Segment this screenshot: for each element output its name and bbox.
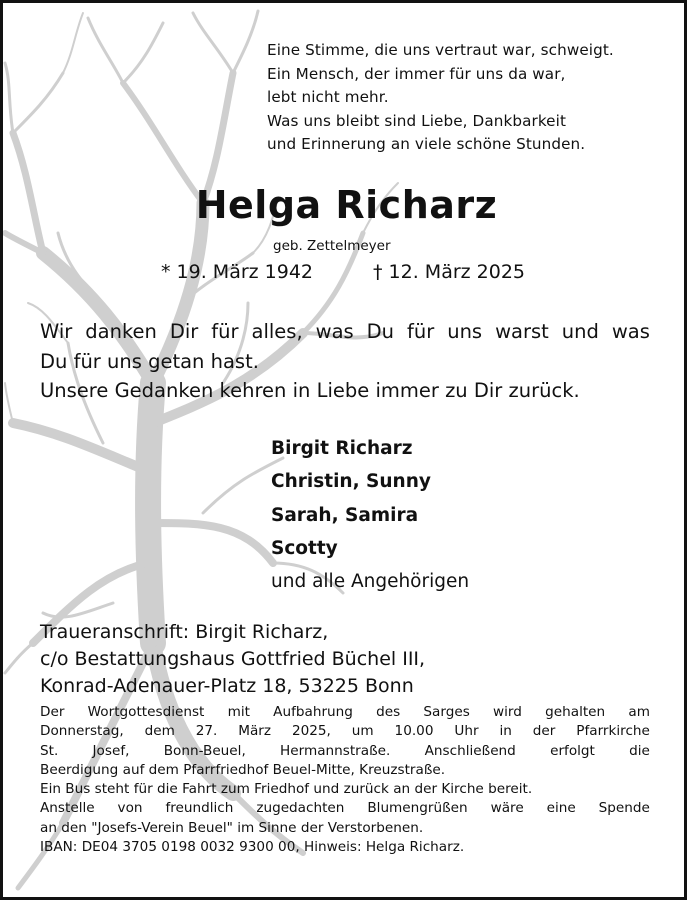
word: danken [85,320,157,343]
deceased-name: Helga Richarz [195,183,498,227]
signers [271,432,469,598]
poem-line: Eine Stimme, die uns vertraut war, schweigt. [267,41,614,59]
word: was [315,320,354,343]
thanks-text [40,317,650,406]
thanks-line-3: Unsere Gedanken kehren in Liebe immer zu Dir zurück. [40,379,580,402]
details-line-5: Ein Bus steht für die Fahrt zum Friedhof und zurück an der Kirche bereit. [40,781,533,798]
word: erfolgt [550,742,595,759]
word: was [611,320,650,343]
poem [267,39,614,157]
details-line-1 [40,703,650,722]
signer-name: Christin, Sunny [271,471,431,493]
word: eine [546,800,576,817]
thanks-line-2: Du für uns getan hast. [40,349,259,373]
word: warst [495,320,549,343]
word: Donnerstag, [40,723,124,740]
word: Wortgottesdienst [87,704,205,720]
poem-line: und Erinnerung an viele schöne Stunden. [267,135,586,154]
word: Uhr [454,723,479,740]
word: 2025, [291,723,331,740]
details-line-4: Beerdigung auf dem Pfarrfriedhof Beuel-Mitte, Kreuzstraße. [40,761,446,778]
word: St. [40,742,59,759]
details-line-6 [40,799,650,818]
word: alles, [251,320,303,343]
word: 27. [195,723,218,740]
word: und [561,320,599,343]
word: am [628,704,650,720]
poem-line: Ein Mensch, der immer für uns da war, [267,64,566,83]
word: Sarges [423,704,470,720]
signer-name: Sarah, Samira [271,504,419,526]
word: der [532,723,556,740]
word: Der [40,704,65,720]
word: 10.00 [394,723,434,740]
word: um [351,723,374,740]
signers-closing: und alle Angehörigen [271,571,470,593]
word: mit [227,704,250,720]
poem-line: Was uns bleibt sind Liebe, Dankbarkeit [267,111,567,130]
word: Aufbahrung [273,704,353,720]
word: Spende [598,800,650,817]
word: Wir [40,320,73,343]
word: des [376,704,401,720]
word: freundlich [165,800,234,817]
word: Pfarrkirche [576,723,650,740]
word: in [499,723,512,740]
details-line-2 [40,722,650,741]
word: uns [447,320,483,343]
word: von [117,800,143,817]
word: für [211,320,239,343]
details-line-7: an den "Josefs-Verein Beuel" im Sinne der Verstorbenen. [40,819,424,836]
address-line: c/o Bestattungshaus Gottfried Büchel III, [40,648,426,670]
birth-date: * 19. März 1942 [161,261,314,283]
word: Hermannstraße. [280,742,391,759]
word: Anstelle [40,800,95,817]
word: dem [144,723,175,740]
thanks-line-1 [40,317,650,347]
address-line: Traueranschrift: Birgit Richarz, [40,621,329,643]
service-details [40,703,650,857]
word: Dir [169,320,199,343]
mourning-address [40,619,425,700]
word: Anschließend [424,742,516,759]
address-line: Konrad-Adenauer-Platz 18, 53225 Bonn [40,675,414,697]
signer-name: Birgit Richarz [271,438,413,459]
word: gehalten [545,704,606,720]
death-date: † 12. März 2025 [373,261,526,283]
word: wäre [490,800,524,817]
word: Bonn-Beuel, [163,742,246,759]
word: Du [366,320,395,343]
maiden-name: geb. Zettelmeyer [273,238,391,254]
word: Josef, [92,742,130,759]
word: März [238,723,272,740]
signer-name: Scotty [271,537,338,559]
word: wird [493,704,522,720]
word: zugedachten [256,800,345,817]
details-line-8: IBAN: DE04 3705 0198 0032 9300 00, Hinweis: Helga Richarz. [40,839,465,856]
word: für [407,320,435,343]
word: die [629,742,650,759]
details-line-3 [40,742,650,761]
poem-line: lebt nicht mehr. [267,88,389,107]
word: Blumengrüßen [367,800,468,817]
